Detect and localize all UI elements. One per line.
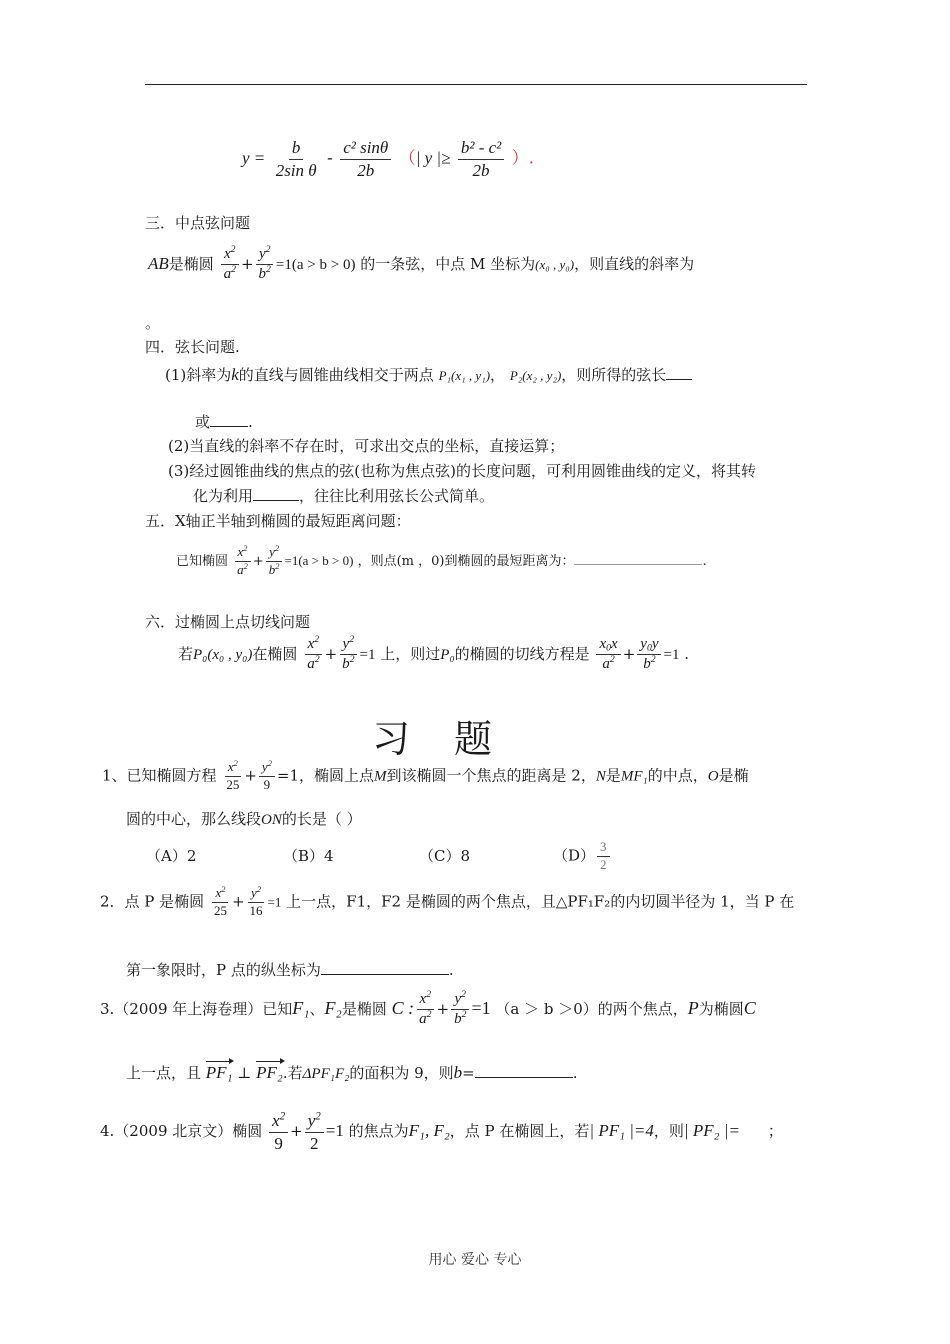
text: 是椭圆 [168,254,214,273]
answer-blank [666,365,692,380]
section-4-line-3: (3)经过圆锥曲线的焦点的弦(也称为焦点弦)的长度问题，可利用圆锥曲线的定义，将其转 [168,462,756,480]
fraction: $\frac{y^2}{b^2}$ [256,246,274,284]
formula-lhs: y = [242,148,266,168]
header-rule [145,84,807,85]
fraction: $\frac{x^2}{a^2}$ [234,545,251,578]
midpoint: (x₀ , y₀) [535,256,575,272]
question-3b: 上一点，且 PF₁ ⊥ PF₂.若ΔPF₁F₂的面积为 9，则b= . [126,1063,578,1082]
vector-pf1: PF₁ [205,1063,233,1082]
equation-tail: =1(a > b > 0) [275,256,356,273]
section-4-heading: 四．弦长问题. [145,338,240,356]
section-5-line: 已知椭圆 $\frac{x^2}{a^2}$ + $\frac{y^2}{b^2}$ =1(a > b > 0) ，则点(m ，0)到椭圆的最短距离为： . [176,542,707,577]
question-3: 3.（2009 年上海卷理）已知F₁、F₂是椭圆 C : $\frac{x^2}{a^2}$ + $\frac{y^2}{b^2}$ =1 （a ＞ b ＞0）的两个焦点，P为椭圆C [100,989,756,1028]
fraction: $\frac{x^2}{25}$ [226,757,240,792]
section-6-line: 若P₀(x₀ , y₀)在椭圆 $\frac{x^2}{a^2}$ + $\frac{y^2}{b^2}$ =1 上，则过P₀的椭圆的切线方程是 $\frac{x_0x}{a^2}$ + $\frac{y_0y}{b^2}$ =1 . [178,634,690,673]
paren-close: ） [511,148,529,169]
answer-blank [210,412,248,427]
fraction: $\frac{x^2}{a^2}$ [416,991,434,1029]
section-4-line-1: (1)斜率为k的直线与圆锥曲线相交于两点 P₁(x₁ , y₁)， P₂(x₂ , y₂)，则所得的弦长 [165,364,692,385]
option-a: （A）2 [146,847,197,865]
option-c: （C）8 [419,847,471,865]
vector-pf2: PF₂ [256,1063,283,1082]
fraction: $\frac{b}{\text{2sin θ}}$ [275,138,317,180]
abs-condition: | y |≥ [415,148,451,168]
question-1b: 圆的中心，那么线段ON的长是（ ） [126,810,362,828]
answer-blank [475,1063,573,1078]
fraction: $\frac{y^2}{b^2}$ [451,991,469,1029]
slope-k: k [231,365,239,384]
fraction: $\frac{\text{c² sinθ}}{2b}$ [340,138,391,180]
question-2: 2．点 P 是椭圆 $\frac{x^2}{25}$ + $\frac{y^2}{16}$ =1 上一点，F1，F2 是椭圆的两个焦点，且△PF₁F₂的内切圆半径为 1，当 P 在 [100,883,795,918]
text: 的一条弦，中点 M 坐标为 [360,254,536,273]
paren-open: （ [398,148,416,169]
section-3-line: AB是椭圆 $\frac{x^2}{a^2}$ + $\frac{y^2}{b^2}$ =1(a > b > 0) 的一条弦，中点 M 坐标为(x₀ , y₀)，则直线的斜率为 [148,244,695,283]
fraction: $\frac{y^2}{16}$ [249,883,263,918]
section-5-heading: 五．X轴正半轴到椭圆的最短距离问题： [145,512,411,530]
fraction: $\frac{x^2}{9}$ [269,1111,288,1153]
fraction: $\frac{y^2}{b^2}$ [266,545,283,578]
question-1: 1、已知椭圆方程 $\frac{x^2}{25}$ + $\frac{y^2}{9}$ =1，椭圆上点M到该椭圆一个焦点的距离是 2，N是MF₁的中点，O是椭 [102,757,749,792]
minus-sign: - [327,148,333,169]
fraction: $\frac{\text{b² - c²}}{2b}$ [458,138,504,180]
answer-blank [253,486,299,501]
option-d: （D） $\frac{3}{2}$ [553,840,612,873]
fraction: $\frac{x_0x}{a^2}$ [596,636,620,674]
fraction: $\frac{y^2}{b^2}$ [339,636,357,674]
formula-top [242,138,534,180]
fraction: $\frac{x^2}{a^2}$ [221,246,239,284]
exercise-title: 习题 [372,717,537,761]
section-4-line-1b: 或 . [195,413,253,431]
text: ，则直线的斜率为 [574,254,695,273]
point-p1: P₁(x₁ , y₁) [438,368,491,383]
section-6-heading: 六．过椭圆上点切线问题 [145,613,311,631]
period: 。 [145,314,161,332]
question-4: 4.（2009 北京文）椭圆 $\frac{x^2}{9}$ + $\frac{y^2}{2}$ =1 的焦点为F₁, F₂，点 P 在椭圆上，若| PF₁ |=4，则| PF₂ |= ； [100,1110,783,1153]
fraction: $\frac{x^2}{a^2}$ [304,636,322,674]
section-4-line-2: (2)当直线的斜率不存在时，可求出交点的坐标，直接运算； [168,437,565,455]
point-p2: P₂(x₂ , y₂) [509,368,562,383]
question-2b: 第一象限时，P 点的纵坐标为 . [126,961,454,979]
option-b: （B）4 [283,847,334,865]
answer-blank [321,960,449,975]
chord-label: AB [148,253,169,273]
fraction: $\frac{y_0y}{b^2}$ [637,636,661,674]
period: . [528,148,535,169]
fraction: $\frac{y^2}{2}$ [305,1111,324,1153]
fraction: $\frac{y^2}{9}$ [259,760,275,793]
fraction: $\frac{3}{2}$ [597,840,610,873]
point-p0: P₀(x₀ , y₀) [193,646,253,663]
answer-blank [574,550,702,565]
fraction: $\frac{x^2}{25}$ [213,883,227,918]
page-footer: 用心 爱心 专心 [428,1252,522,1268]
section-4-line-3b: 化为利用 ，往往比利用弦长公式简单。 [193,487,495,505]
section-3-heading: 三．中点弦问题 [145,214,251,232]
